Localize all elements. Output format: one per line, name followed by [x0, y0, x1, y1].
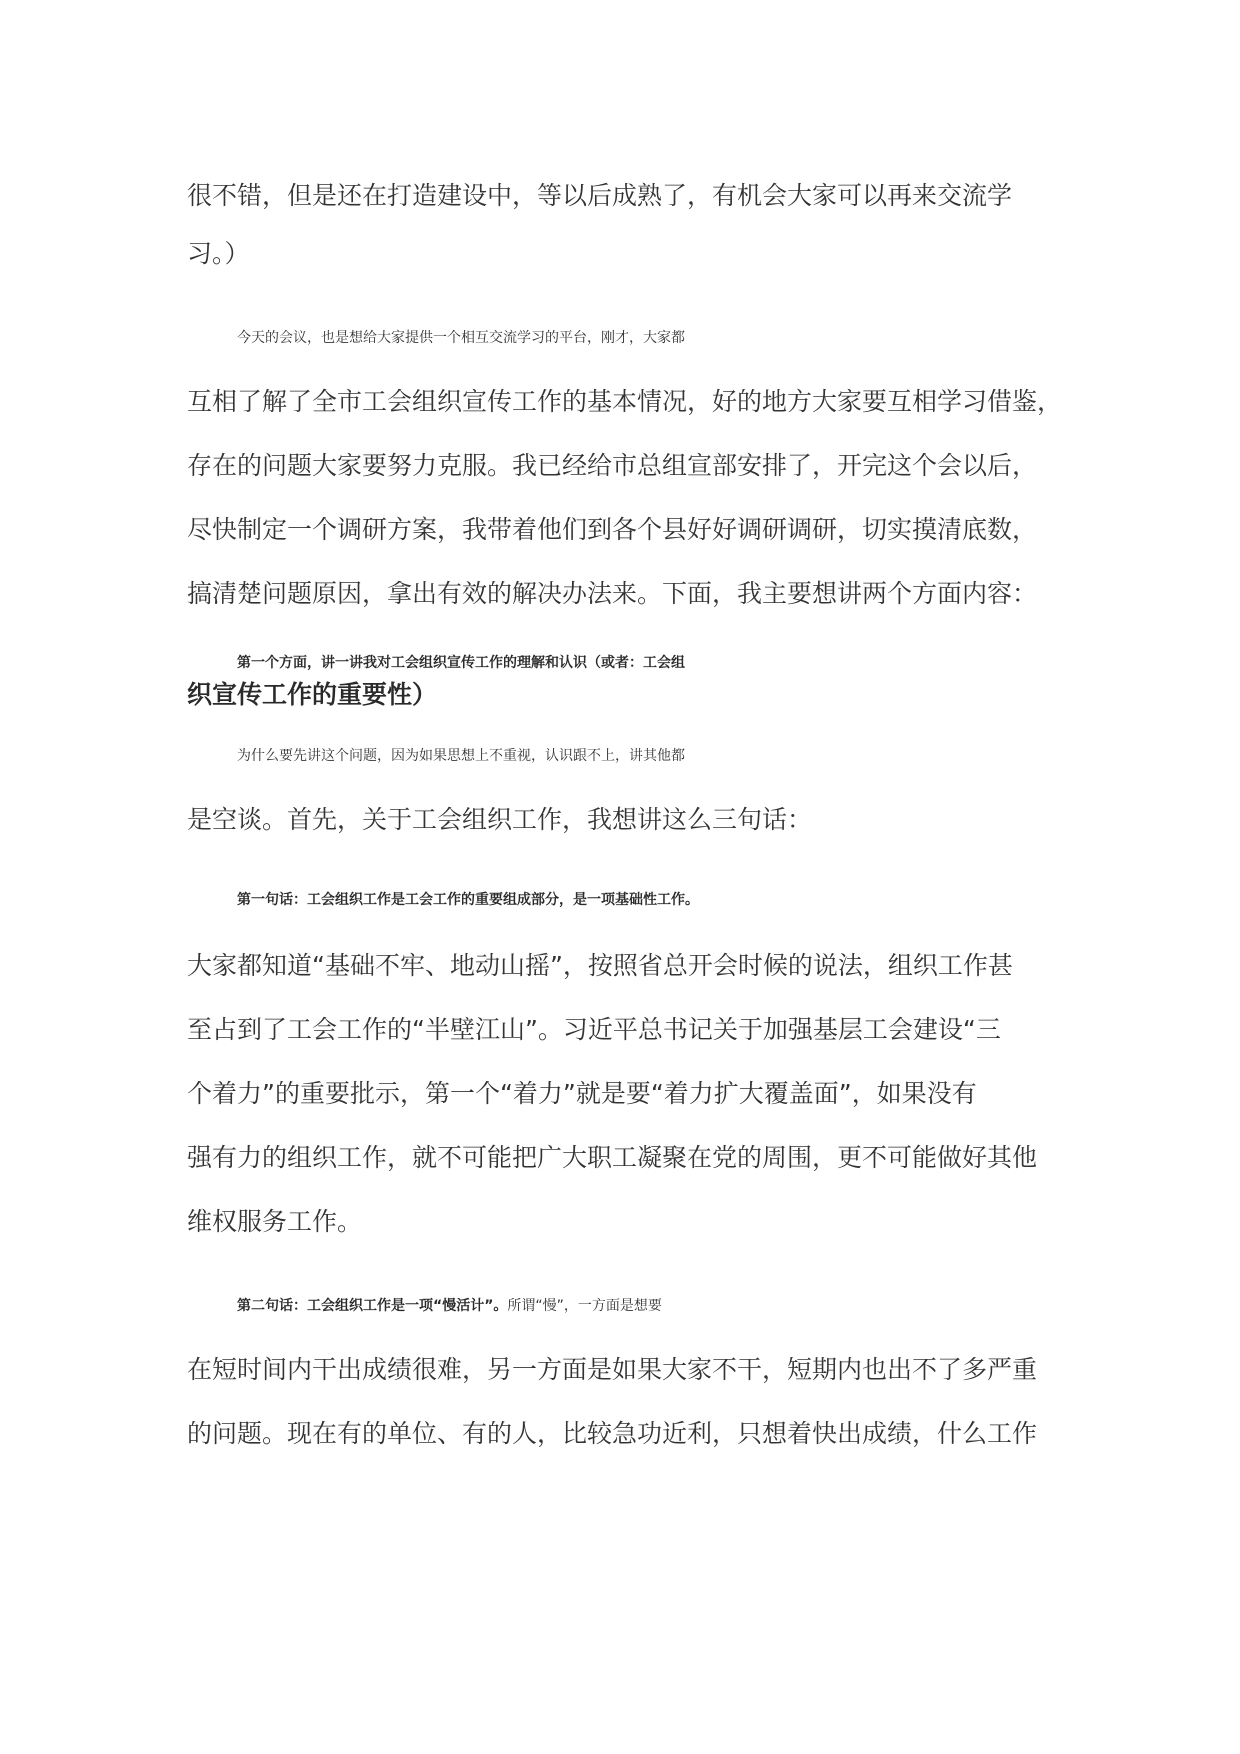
point-heading: 第一句话：工会组织工作是工会工作的重要组成部分，是一项基础性工作。 [237, 892, 699, 908]
paragraph-line: 尽快制定一个调研方案，我带着他们到各个县好好调研调研，切实摸清底数， [187, 515, 1038, 544]
section-heading: 第一个方面，讲一讲我对工会组织宣传工作的理解和认识（或者：工会组 [237, 655, 685, 671]
point-line [237, 1290, 1117, 1322]
paragraph-text: 所谓“慢”，一方面是想要 [507, 1298, 662, 1314]
paragraph-line: 至占到了工会工作的“半壁江山”。习近平总书记关于加强基层工会建设“三 [187, 1015, 1001, 1044]
paragraph-line: 在短时间内干出成绩很难，另一方面是如果大家不干，短期内也出不了多严重 [187, 1355, 1038, 1384]
paragraph-line: 个着力”的重要批示，第一个“着力”就是要“着力扩大覆盖面”，如果没有 [187, 1079, 977, 1108]
section-heading: 织宣传工作的重要性） [187, 680, 438, 709]
paragraph-line: 为什么要先讲这个问题，因为如果思想上不重视，认识跟不上，讲其他都 [237, 748, 685, 764]
paragraph-line: 的问题。现在有的单位、有的人，比较急功近利，只想着快出成绩，什么工作 [187, 1419, 1038, 1448]
paragraph-line: 强有力的组织工作，就不可能把广大职工凝聚在党的周围，更不可能做好其他 [187, 1143, 1038, 1172]
paragraph-line: 存在的问题大家要努力克服。我已经给市总组宣部安排了，开完这个会以后， [187, 451, 1038, 480]
paragraph-line: 维权服务工作。 [187, 1207, 363, 1236]
paragraph-line: 大家都知道“基础不牢、地动山摇”，按照省总开会时候的说法，组织工作甚 [187, 951, 1013, 980]
paragraph-line: 互相了解了全市工会组织宣传工作的基本情况，好的地方大家要互相学习借鉴， [187, 387, 1063, 416]
paragraph-line: 是空谈。首先，关于工会组织工作，我想讲这么三句话： [187, 805, 813, 834]
paragraph-line: 很不错，但是还在打造建设中，等以后成熟了，有机会大家可以再来交流学 [187, 181, 1013, 210]
paragraph-line: 搞清楚问题原因，拿出有效的解决办法来。下面，我主要想讲两个方面内容： [187, 579, 1038, 608]
point-heading: 第二句话：工会组织工作是一项“慢活计”。 [237, 1298, 508, 1314]
paragraph-line: 习。） [187, 239, 250, 268]
paragraph-line: 今天的会议，也是想给大家提供一个相互交流学习的平台，刚才，大家都 [237, 330, 685, 346]
